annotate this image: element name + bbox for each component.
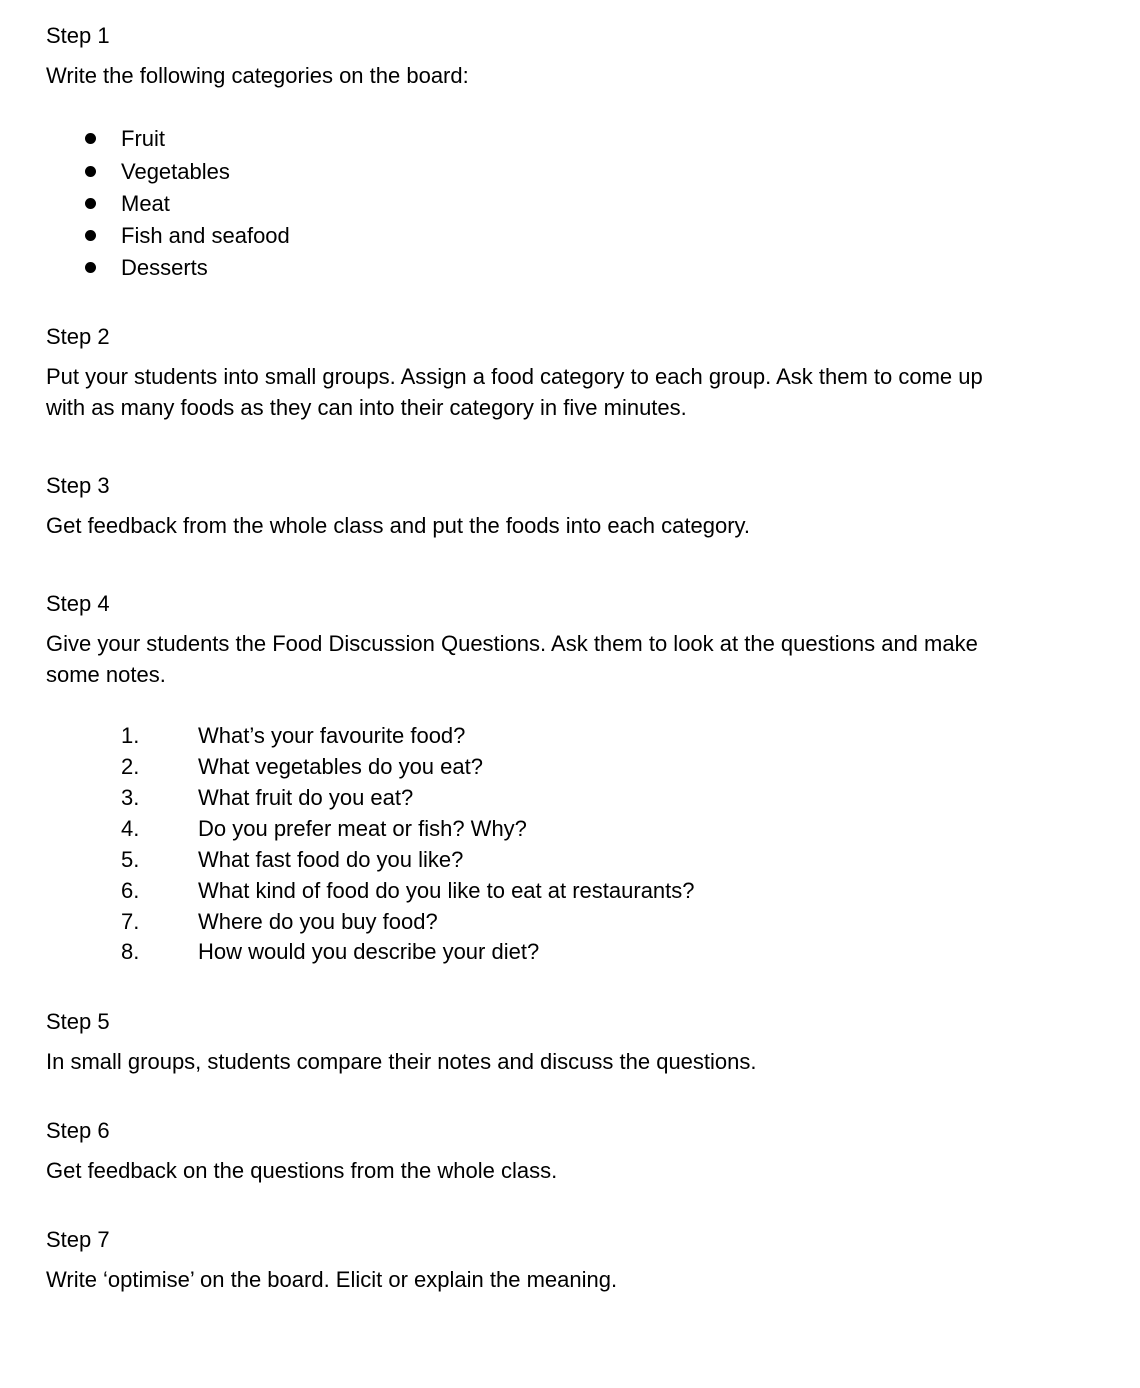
question-text: What kind of food do you like to eat at restaurants?	[198, 878, 695, 903]
step-2-text: Put your students into small groups. Assign a food category to each group. Ask them to come up with as many foods as they can into their category in five minutes.	[46, 364, 983, 420]
question-number: 5.	[121, 847, 140, 872]
bullet-icon	[85, 198, 96, 209]
question-number: 4.	[121, 816, 140, 841]
question-text: Where do you buy food?	[198, 909, 438, 934]
bullet-icon	[85, 166, 96, 177]
bullet-icon	[85, 230, 96, 241]
step-1-text: Write the following categories on the board:	[46, 63, 469, 88]
step-3-text: Get feedback from the whole class and put the foods into each category.	[46, 513, 751, 538]
category-label: Fish and seafood	[121, 223, 290, 248]
step-4-text: Give your students the Food Discussion Questions. Ask them to look at the questions and make some notes.	[46, 631, 978, 687]
step-1-heading: Step 1	[46, 23, 110, 48]
bullet-icon	[85, 133, 96, 144]
step-6-heading: Step 6	[46, 1118, 110, 1143]
step-3-heading: Step 3	[46, 473, 110, 498]
category-label: Desserts	[121, 255, 208, 280]
question-text: What’s your favourite food?	[198, 723, 466, 748]
question-number: 1.	[121, 723, 140, 748]
category-label: Fruit	[121, 126, 165, 151]
step-7-text: Write ‘optimise’ on the board. Elicit or explain the meaning.	[46, 1267, 618, 1292]
question-text: Do you prefer meat or fish? Why?	[198, 816, 527, 841]
step-5-heading: Step 5	[46, 1009, 110, 1034]
question-text: How would you describe your diet?	[198, 939, 540, 964]
step-5-text: In small groups, students compare their notes and discuss the questions.	[46, 1049, 757, 1074]
question-text: What fast food do you like?	[198, 847, 464, 872]
step-6-text: Get feedback on the questions from the whole class.	[46, 1158, 558, 1183]
question-text: What fruit do you eat?	[198, 785, 414, 810]
question-number: 6.	[121, 878, 140, 903]
category-label: Meat	[121, 191, 170, 216]
question-text: What vegetables do you eat?	[198, 754, 483, 779]
question-number: 3.	[121, 785, 140, 810]
step-4-heading: Step 4	[46, 591, 110, 616]
category-label: Vegetables	[121, 159, 230, 184]
question-number: 7.	[121, 909, 140, 934]
step-7-heading: Step 7	[46, 1227, 110, 1252]
question-number: 2.	[121, 754, 140, 779]
bullet-icon	[85, 262, 96, 273]
step-2-heading: Step 2	[46, 324, 110, 349]
question-number: 8.	[121, 939, 140, 964]
